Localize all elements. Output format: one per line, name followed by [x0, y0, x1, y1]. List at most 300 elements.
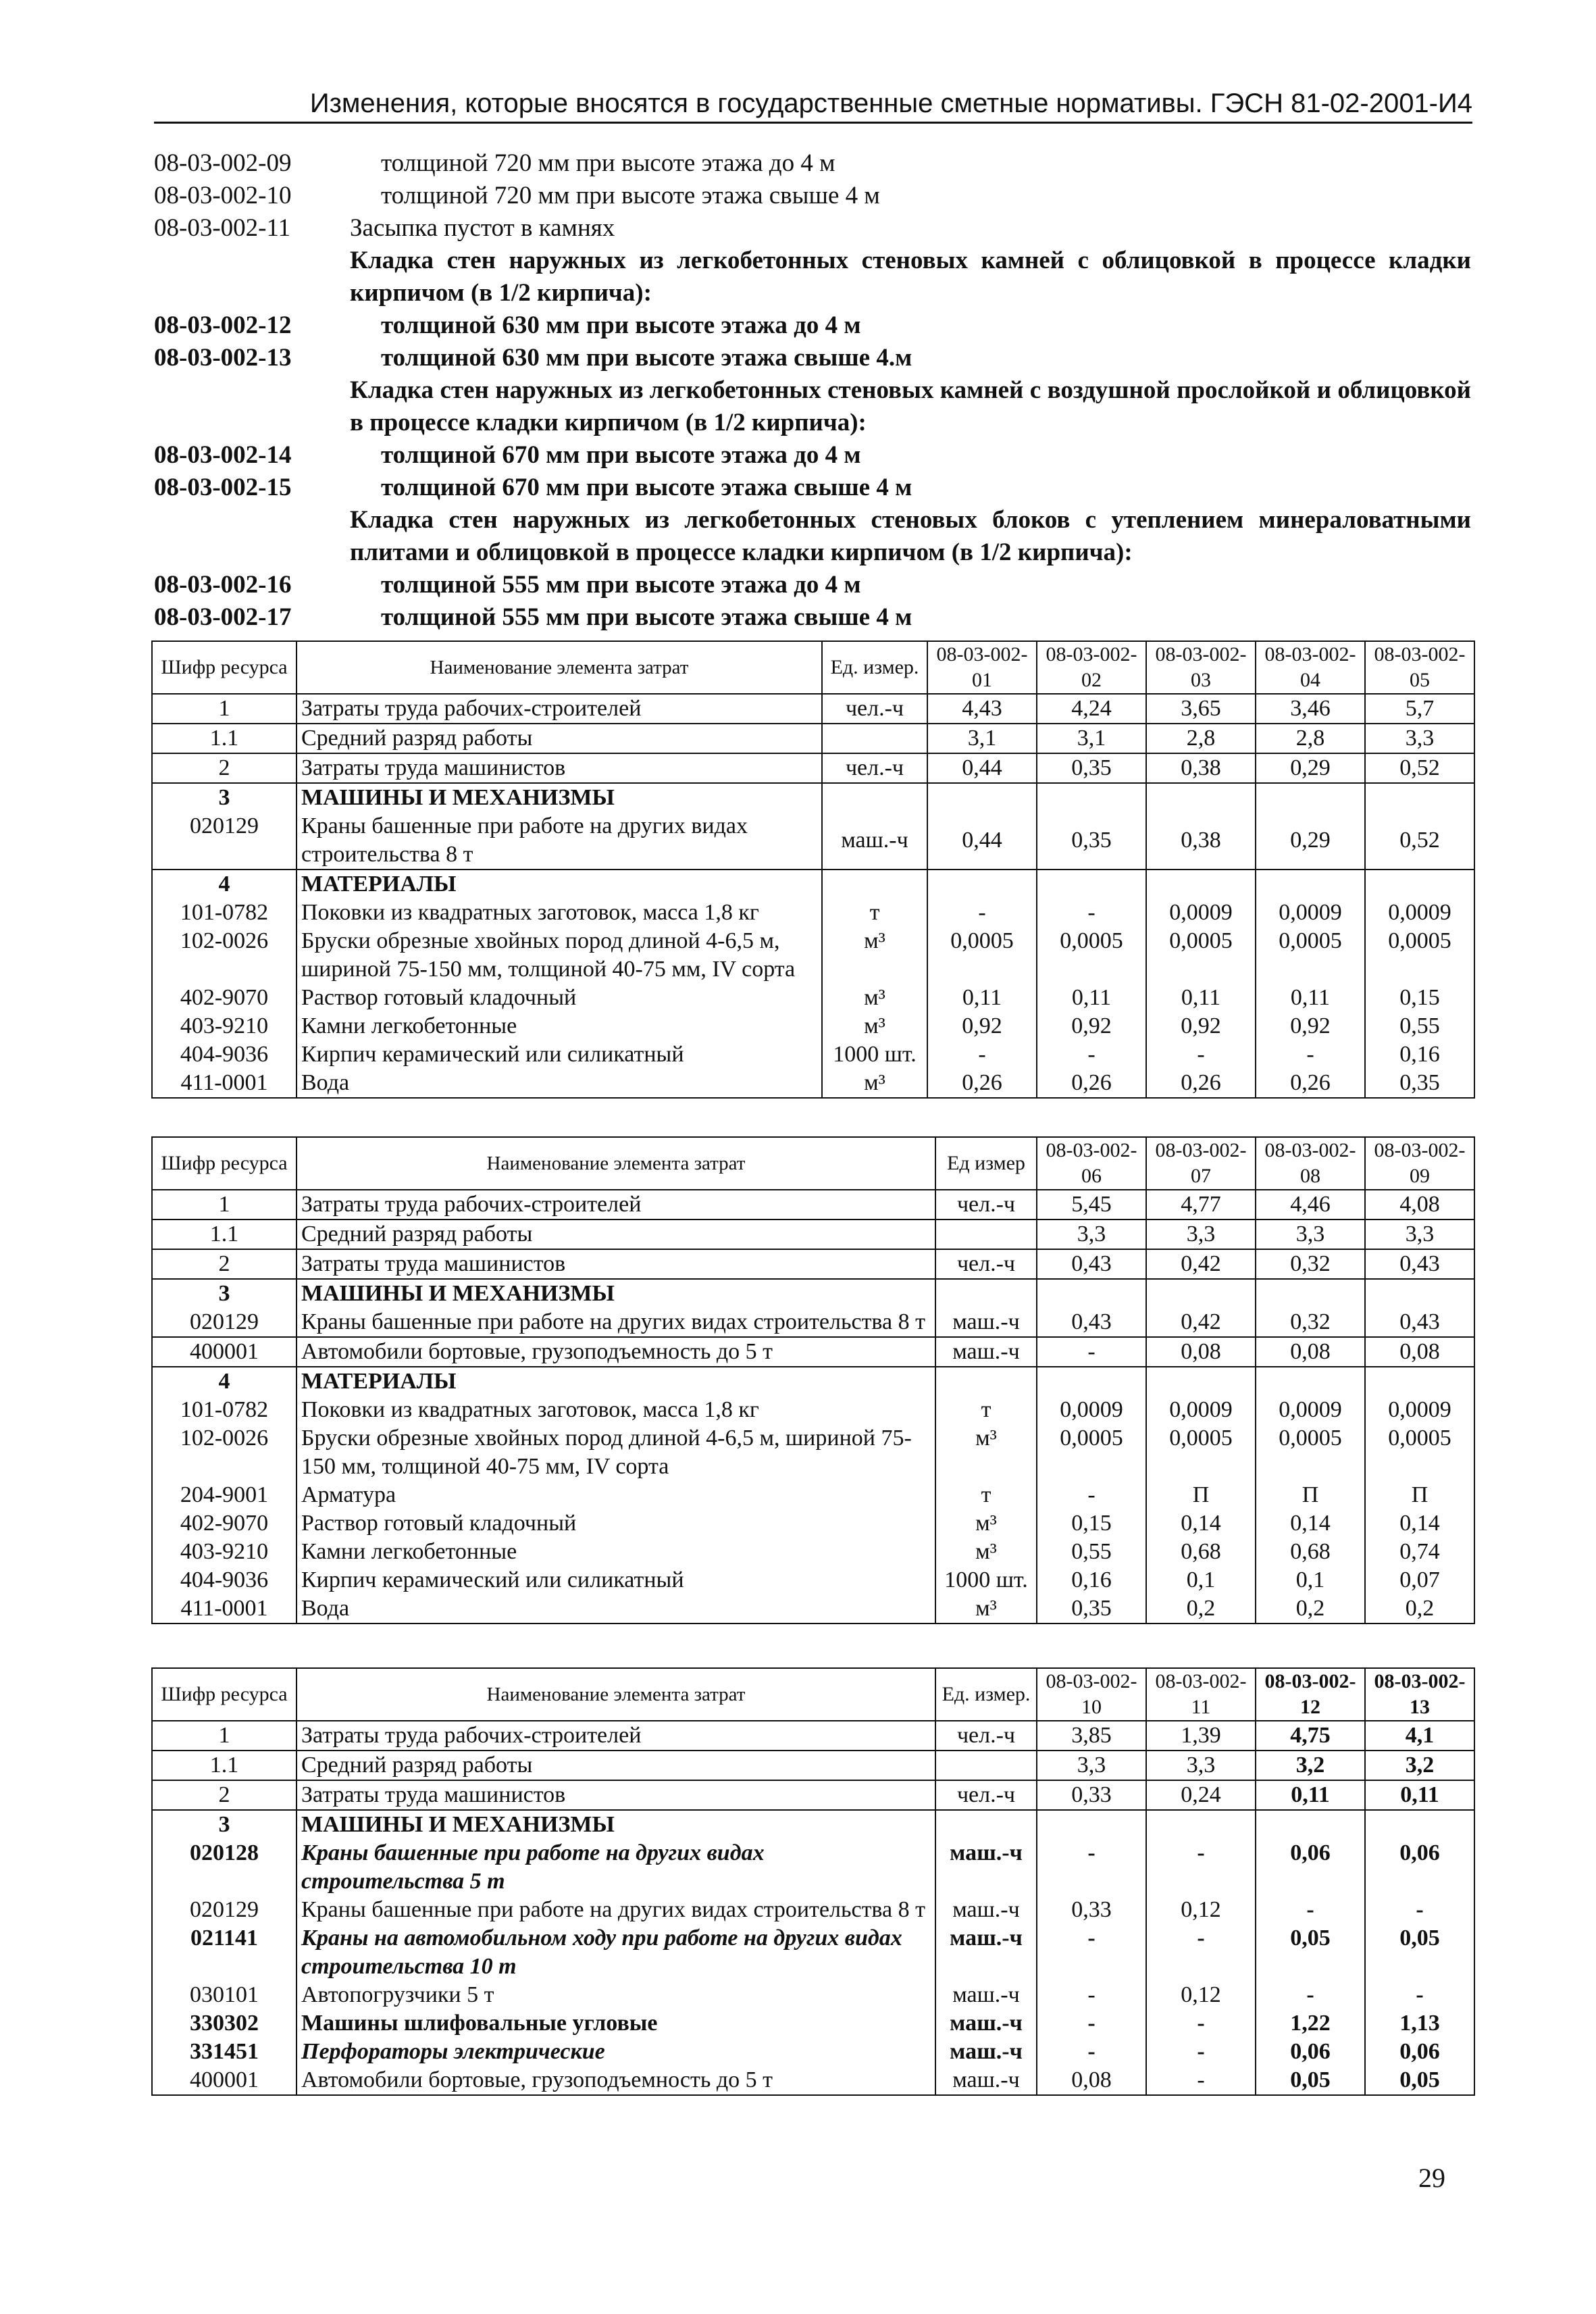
resource-name: Автомобили бортовые, грузоподъемность до 5 т — [297, 2066, 935, 2095]
norm-value: П — [1365, 1481, 1474, 1509]
table-row — [152, 1481, 1474, 1509]
list-item — [154, 309, 1471, 342]
norm-value: 3,1 — [1037, 724, 1146, 753]
norm-value — [1256, 783, 1365, 812]
norm-value: 0,11 — [1256, 1780, 1365, 1810]
table-row — [152, 1751, 1474, 1780]
resource-unit — [822, 870, 927, 899]
norm-value: 0,0009 — [1365, 899, 1474, 927]
resource-name: Раствор готовый кладочный — [297, 1509, 935, 1538]
resource-code: 101-0782 — [152, 899, 297, 927]
resource-code: 1 — [152, 1721, 297, 1751]
resource-name: Арматура — [297, 1481, 935, 1509]
norm-value — [927, 783, 1037, 812]
resource-unit: маш.-ч — [935, 1308, 1037, 1337]
norm-value: - — [1146, 2066, 1256, 2095]
column-header-norm: 08-03-002-04 — [1256, 641, 1365, 694]
table-row — [152, 1012, 1474, 1040]
norm-value: 3,2 — [1256, 1751, 1365, 1780]
resource-unit: чел.-ч — [822, 753, 927, 783]
resource-name: Затраты труда рабочих-строителей — [297, 1190, 935, 1219]
resource-code: 2 — [152, 1249, 297, 1279]
group-heading-text: Кладка стен наружных из легкобетонных стеновых блоков с утеплением минераловатными плитами и облицовкой в процессе кладки кирпичом (в 1/2 кирпича): — [350, 506, 1471, 566]
section-title: МАШИНЫ И МЕХАНИЗМЫ — [297, 783, 822, 812]
norm-value: 0,92 — [1256, 1012, 1365, 1040]
resource-unit: чел.-ч — [935, 1249, 1037, 1279]
resource-name: Вода — [297, 1069, 822, 1098]
norm-value: 0,0009 — [1256, 899, 1365, 927]
table-row — [152, 1396, 1474, 1424]
resource-code: 020129 — [152, 1896, 297, 1924]
norm-value: 0,11 — [1256, 984, 1365, 1012]
resource-code: 2 — [152, 1780, 297, 1810]
section-title: МАШИНЫ И МЕХАНИЗМЫ — [297, 1279, 935, 1308]
table-row — [152, 1538, 1474, 1566]
resource-unit: маш.-ч — [935, 2009, 1037, 2038]
norm-value: 4,1 — [1365, 1721, 1474, 1751]
resource-unit: м³ — [822, 984, 927, 1012]
norm-value: 4,08 — [1365, 1190, 1474, 1219]
table-row — [152, 927, 1474, 984]
norm-value: 0,0005 — [1256, 927, 1365, 984]
norm-value: 0,0009 — [1365, 1396, 1474, 1424]
table-row — [152, 984, 1474, 1012]
norm-description: толщиной 555 мм при высоте этажа до 4 м — [381, 571, 861, 599]
norm-code: 08-03-002-14 — [154, 441, 292, 469]
norm-value: 0,0005 — [1365, 1424, 1474, 1481]
norm-value: 0,42 — [1146, 1308, 1256, 1337]
table-row — [152, 899, 1474, 927]
resource-code: 204-9001 — [152, 1481, 297, 1509]
norm-value: - — [927, 1040, 1037, 1069]
norm-value: 0,32 — [1256, 1249, 1365, 1279]
resource-name: Затраты труда рабочих-строителей — [297, 694, 822, 724]
norm-value — [1365, 1367, 1474, 1396]
resource-unit: маш.-ч — [935, 2066, 1037, 2095]
norm-code: 08-03-002-15 — [154, 474, 292, 501]
norm-value: 3,3 — [1146, 1751, 1256, 1780]
table-row — [152, 1594, 1474, 1624]
norm-value: - — [1037, 899, 1146, 927]
resource-unit — [935, 1751, 1037, 1780]
running-header: Изменения, которые вносятся в государственные сметные нормативы. ГЭСН 81-02-2001-И4 — [154, 86, 1472, 124]
norm-code: 08-03-002-09 — [154, 149, 292, 177]
page-number: 29 — [1418, 2163, 1445, 2193]
norm-description: Засыпка пустот в камнях — [350, 214, 615, 242]
norm-value: 0,43 — [1037, 1308, 1146, 1337]
norm-value: 0,0005 — [1037, 927, 1146, 984]
norm-value: 3,3 — [1037, 1751, 1146, 1780]
norm-value: 0,16 — [1037, 1566, 1146, 1594]
table-row — [152, 1566, 1474, 1594]
resource-table-1 — [151, 640, 1475, 1099]
column-header-name: Наименование элемента затрат — [297, 641, 822, 694]
norm-value: - — [1146, 1924, 1256, 1981]
resource-code: 101-0782 — [152, 1396, 297, 1424]
table-row — [152, 1190, 1474, 1219]
norm-value: 0,35 — [1037, 753, 1146, 783]
table-header-row — [152, 1668, 1474, 1721]
norm-value: 0,06 — [1256, 1839, 1365, 1896]
norm-description: толщиной 720 мм при высоте этажа свыше 4 м — [381, 182, 880, 209]
norm-value: 0,05 — [1365, 1924, 1474, 1981]
list-item — [154, 342, 1471, 374]
norm-value — [927, 870, 1037, 899]
norm-value: 0,35 — [1037, 1594, 1146, 1624]
column-header-name: Наименование элемента затрат — [297, 1137, 935, 1190]
norm-code: 08-03-002-16 — [154, 571, 292, 599]
norm-value: 0,26 — [1037, 1069, 1146, 1098]
table-section-row — [152, 1367, 1474, 1396]
resource-code: 411-0001 — [152, 1069, 297, 1098]
norm-value: - — [1037, 2038, 1146, 2066]
resource-name: Затраты труда машинистов — [297, 753, 822, 783]
norm-value: 0,52 — [1365, 753, 1474, 783]
resource-code: 1 — [152, 1190, 297, 1219]
norm-description: толщиной 720 мм при высоте этажа до 4 м — [381, 149, 835, 177]
norm-value: 1,13 — [1365, 2009, 1474, 2038]
resource-name: Средний разряд работы — [297, 1751, 935, 1780]
norm-value — [1146, 870, 1256, 899]
table-row — [152, 1337, 1474, 1367]
group-heading-text: Кладка стен наружных из легкобетонных стеновых камней с воздушной прослойкой и облицовкой в процессе кладки кирпичом (в 1/2 кирпича): — [350, 376, 1471, 436]
resource-name: Краны на автомобильном ходу при работе на других видах строительства 10 т — [297, 1924, 935, 1981]
column-header-norm: 08-03-002-07 — [1146, 1137, 1256, 1190]
column-header-code: Шифр ресурса — [152, 641, 297, 694]
resource-unit — [935, 1367, 1037, 1396]
list-item — [154, 569, 1471, 601]
norm-value: 3,2 — [1365, 1751, 1474, 1780]
column-header-norm: 08-03-002-13 — [1365, 1668, 1474, 1721]
list-group-heading — [154, 245, 1471, 309]
resource-unit: чел.-ч — [935, 1721, 1037, 1751]
norm-value: 0,0005 — [1365, 927, 1474, 984]
norm-value: 3,3 — [1037, 1219, 1146, 1249]
resource-name: Бруски обрезные хвойных пород длиной 4-6,5 м, шириной 75-150 мм, толщиной 40-75 мм, IV сорта — [297, 1424, 935, 1481]
norm-value: 3,85 — [1037, 1721, 1146, 1751]
norm-value: 0,26 — [927, 1069, 1037, 1098]
norm-value — [1037, 783, 1146, 812]
norm-value: 0,11 — [927, 984, 1037, 1012]
norm-value: 0,1 — [1146, 1566, 1256, 1594]
norm-value: 0,29 — [1256, 812, 1365, 870]
column-header-code: Шифр ресурса — [152, 1137, 297, 1190]
norm-description: толщиной 670 мм при высоте этажа до 4 м — [381, 441, 861, 469]
resource-name: Камни легкобетонные — [297, 1538, 935, 1566]
resource-code: 411-0001 — [152, 1594, 297, 1624]
resource-name: Перфораторы электрические — [297, 2038, 935, 2066]
norm-value: 0,29 — [1256, 753, 1365, 783]
norm-value: 3,3 — [1365, 1219, 1474, 1249]
norm-value: - — [1037, 2009, 1146, 2038]
norm-value: 0,55 — [1037, 1538, 1146, 1566]
resource-unit: м³ — [935, 1594, 1037, 1624]
resource-name: Средний разряд работы — [297, 724, 822, 753]
norm-value: - — [1037, 1924, 1146, 1981]
resource-code: 1.1 — [152, 1751, 297, 1780]
resource-unit: 1000 шт. — [822, 1040, 927, 1069]
resource-unit: маш.-ч — [822, 812, 927, 870]
resource-code: 021141 — [152, 1924, 297, 1981]
column-header-norm: 08-03-002-01 — [927, 641, 1037, 694]
norm-value — [1256, 870, 1365, 899]
table-row — [152, 1721, 1474, 1751]
resource-name: Поковки из квадратных заготовок, масса 1,8 кг — [297, 1396, 935, 1424]
resource-name: Раствор готовый кладочный — [297, 984, 822, 1012]
resource-unit: т — [935, 1481, 1037, 1509]
resource-name: Автомобили бортовые, грузоподъемность до 5 т — [297, 1337, 935, 1367]
norm-value: - — [1256, 1040, 1365, 1069]
norm-value: - — [1037, 1481, 1146, 1509]
column-header-norm: 08-03-002-11 — [1146, 1668, 1256, 1721]
table-header-row — [152, 641, 1474, 694]
resource-code: 2 — [152, 753, 297, 783]
norm-value: 2,8 — [1256, 724, 1365, 753]
norm-value: 0,44 — [927, 812, 1037, 870]
table-section-row — [152, 1279, 1474, 1308]
column-header-norm: 08-03-002-05 — [1365, 641, 1474, 694]
norm-value: 3,3 — [1146, 1219, 1256, 1249]
norm-value: 0,68 — [1146, 1538, 1256, 1566]
resource-code: 1 — [152, 694, 297, 724]
resource-unit: м³ — [822, 1069, 927, 1098]
norm-value: 0,42 — [1146, 1249, 1256, 1279]
resource-unit — [935, 1810, 1037, 1839]
norm-code: 08-03-002-12 — [154, 311, 292, 339]
norm-value: 0,11 — [1365, 1780, 1474, 1810]
resource-code: 400001 — [152, 1337, 297, 1367]
table-row — [152, 1509, 1474, 1538]
table-row — [152, 2066, 1474, 2095]
norm-value: 3,1 — [927, 724, 1037, 753]
resource-name: Кирпич керамический или силикатный — [297, 1040, 822, 1069]
resource-code: 1.1 — [152, 1219, 297, 1249]
resource-unit: т — [935, 1396, 1037, 1424]
norm-description: толщиной 630 мм при высоте этажа до 4 м — [381, 311, 861, 339]
norm-value — [1146, 783, 1256, 812]
resource-code: 403-9210 — [152, 1538, 297, 1566]
norm-value: 5,7 — [1365, 694, 1474, 724]
norm-value: 0,08 — [1256, 1337, 1365, 1367]
norm-value: 4,46 — [1256, 1190, 1365, 1219]
norm-value: 3,46 — [1256, 694, 1365, 724]
norm-value: П — [1256, 1481, 1365, 1509]
section-title: МАТЕРИАЛЫ — [297, 1367, 935, 1396]
norm-value: 0,08 — [1146, 1337, 1256, 1367]
norm-value: 0,24 — [1146, 1780, 1256, 1810]
resource-unit — [935, 1219, 1037, 1249]
resource-name: Средний разряд работы — [297, 1219, 935, 1249]
resource-code: 102-0026 — [152, 1424, 297, 1481]
norm-value: 0,0005 — [1146, 927, 1256, 984]
norm-value: 0,12 — [1146, 1981, 1256, 2009]
norm-code: 08-03-002-10 — [154, 182, 292, 209]
norm-value: 0,43 — [1365, 1308, 1474, 1337]
norm-value: 0,11 — [1146, 984, 1256, 1012]
list-item — [154, 439, 1471, 472]
norm-value: 0,74 — [1365, 1538, 1474, 1566]
norm-value: 0,07 — [1365, 1566, 1474, 1594]
resource-unit: 1000 шт. — [935, 1566, 1037, 1594]
norm-description: толщиной 630 мм при высоте этажа свыше 4.м — [381, 344, 912, 372]
section-title: МАТЕРИАЛЫ — [297, 870, 822, 899]
resource-code: 102-0026 — [152, 927, 297, 984]
norm-value: 0,05 — [1256, 2066, 1365, 2095]
table-row — [152, 1069, 1474, 1098]
norm-value: 0,11 — [1037, 984, 1146, 1012]
resource-name: Затраты труда машинистов — [297, 1780, 935, 1810]
resource-unit: маш.-ч — [935, 1839, 1037, 1896]
resource-code: 020129 — [152, 812, 297, 870]
norm-value: 3,65 — [1146, 694, 1256, 724]
column-header-norm: 08-03-002-02 — [1037, 641, 1146, 694]
norm-value: - — [1365, 1981, 1474, 2009]
norm-value: 0,05 — [1256, 1924, 1365, 1981]
norm-description: толщиной 555 мм при высоте этажа свыше 4 м — [381, 603, 912, 631]
norm-value: 4,43 — [927, 694, 1037, 724]
norm-value: 3,3 — [1365, 724, 1474, 753]
norm-value: 0,26 — [1256, 1069, 1365, 1098]
norm-value: 0,92 — [927, 1012, 1037, 1040]
resource-unit: маш.-ч — [935, 1981, 1037, 2009]
resource-name: Поковки из квадратных заготовок, масса 1,8 кг — [297, 899, 822, 927]
norm-value: 0,0005 — [927, 927, 1037, 984]
resource-code: 3 — [152, 1279, 297, 1308]
norm-value: 0,05 — [1365, 2066, 1474, 2095]
resource-unit: м³ — [935, 1424, 1037, 1481]
norm-value: 0,0005 — [1256, 1424, 1365, 1481]
norm-value: 3,3 — [1256, 1219, 1365, 1249]
resource-unit: маш.-ч — [935, 1337, 1037, 1367]
norm-value: 0,12 — [1146, 1896, 1256, 1924]
resource-unit: чел.-ч — [935, 1780, 1037, 1810]
table-section-row — [152, 783, 1474, 812]
norm-value — [1256, 1367, 1365, 1396]
norm-value: - — [1146, 2038, 1256, 2066]
norm-value — [1365, 783, 1474, 812]
norm-value: 0,08 — [1037, 2066, 1146, 2095]
resource-unit: м³ — [822, 927, 927, 984]
norm-value: 0,0005 — [1037, 1424, 1146, 1481]
list-item — [154, 601, 1471, 634]
table-row — [152, 812, 1474, 870]
resource-code: 020128 — [152, 1839, 297, 1896]
table-header-row — [152, 1137, 1474, 1190]
norm-value: 0,14 — [1146, 1509, 1256, 1538]
resource-name: Краны башенные при работе на других видах строительства 8 т — [297, 812, 822, 870]
resource-code: 020129 — [152, 1308, 297, 1337]
norm-value: 0,06 — [1256, 2038, 1365, 2066]
norm-value: 0,43 — [1037, 1249, 1146, 1279]
norm-value — [1146, 1810, 1256, 1839]
norm-value: 0,2 — [1365, 1594, 1474, 1624]
norm-value: 0,0005 — [1146, 1424, 1256, 1481]
resource-name: Краны башенные при работе на других видах строительства 5 т — [297, 1839, 935, 1896]
column-header-norm: 08-03-002-10 — [1037, 1668, 1146, 1721]
resource-code: 403-9210 — [152, 1012, 297, 1040]
norm-value — [1365, 870, 1474, 899]
resource-code: 3 — [152, 783, 297, 812]
resource-unit: м³ — [935, 1538, 1037, 1566]
norm-value: 0,38 — [1146, 753, 1256, 783]
table-row — [152, 1896, 1474, 1924]
resource-unit: м³ — [822, 1012, 927, 1040]
resource-code: 404-9036 — [152, 1566, 297, 1594]
column-header-unit: Ед. измер. — [935, 1668, 1037, 1721]
norm-value — [1256, 1279, 1365, 1308]
norm-description: толщиной 670 мм при высоте этажа свыше 4 м — [381, 474, 912, 501]
resource-unit: маш.-ч — [935, 1924, 1037, 1981]
column-header-norm: 08-03-002-12 — [1256, 1668, 1365, 1721]
resource-code: 030101 — [152, 1981, 297, 2009]
column-header-name: Наименование элемента затрат — [297, 1668, 935, 1721]
table-row — [152, 1249, 1474, 1279]
norm-value: 0,0009 — [1146, 899, 1256, 927]
norm-value: 0,33 — [1037, 1896, 1146, 1924]
norm-value: 0,14 — [1256, 1509, 1365, 1538]
norm-value: П — [1146, 1481, 1256, 1509]
norm-value: 0,14 — [1365, 1509, 1474, 1538]
norm-value: 0,33 — [1037, 1780, 1146, 1810]
resource-name: Кирпич керамический или силикатный — [297, 1566, 935, 1594]
norm-value: 4,75 — [1256, 1721, 1365, 1751]
column-header-norm: 08-03-002-06 — [1037, 1137, 1146, 1190]
norm-code: 08-03-002-11 — [154, 214, 291, 242]
table-row — [152, 1424, 1474, 1481]
norm-value: 0,26 — [1146, 1069, 1256, 1098]
section-title: МАШИНЫ И МЕХАНИЗМЫ — [297, 1810, 935, 1839]
norm-value — [1256, 1810, 1365, 1839]
norm-value: 0,0009 — [1256, 1396, 1365, 1424]
norm-value: 0,06 — [1365, 2038, 1474, 2066]
norm-value: 0,0009 — [1037, 1396, 1146, 1424]
resource-code: 330302 — [152, 2009, 297, 2038]
norm-value: - — [1037, 1981, 1146, 2009]
norm-value: 2,8 — [1146, 724, 1256, 753]
norm-value: 0,92 — [1146, 1012, 1256, 1040]
norm-value — [1037, 870, 1146, 899]
table-row — [152, 753, 1474, 783]
table-row — [152, 1924, 1474, 1981]
resource-code: 4 — [152, 870, 297, 899]
norm-value: 0,0009 — [1146, 1396, 1256, 1424]
norm-value — [1037, 1810, 1146, 1839]
norm-value: 1,22 — [1256, 2009, 1365, 2038]
table-section-row — [152, 870, 1474, 899]
resource-name: Вода — [297, 1594, 935, 1624]
resource-name: Затраты труда машинистов — [297, 1249, 935, 1279]
resource-unit — [822, 783, 927, 812]
resource-table-3 — [151, 1667, 1475, 2096]
norm-value: 0,52 — [1365, 812, 1474, 870]
resource-name: Машины шлифовальные угловые — [297, 2009, 935, 2038]
list-item — [154, 180, 1471, 212]
norm-value: 1,39 — [1146, 1721, 1256, 1751]
norm-value: - — [1037, 1337, 1146, 1367]
norm-value: - — [1146, 1040, 1256, 1069]
resource-unit: маш.-ч — [935, 1896, 1037, 1924]
resource-code: 402-9070 — [152, 1509, 297, 1538]
resource-unit — [935, 1279, 1037, 1308]
norm-value: 0,1 — [1256, 1566, 1365, 1594]
norm-value: 5,45 — [1037, 1190, 1146, 1219]
norm-value: 0,55 — [1365, 1012, 1474, 1040]
column-header-unit: Ед измер — [935, 1137, 1037, 1190]
norm-value: 0,35 — [1365, 1069, 1474, 1098]
norm-value: 0,68 — [1256, 1538, 1365, 1566]
table-row — [152, 724, 1474, 753]
norm-value — [1037, 1279, 1146, 1308]
